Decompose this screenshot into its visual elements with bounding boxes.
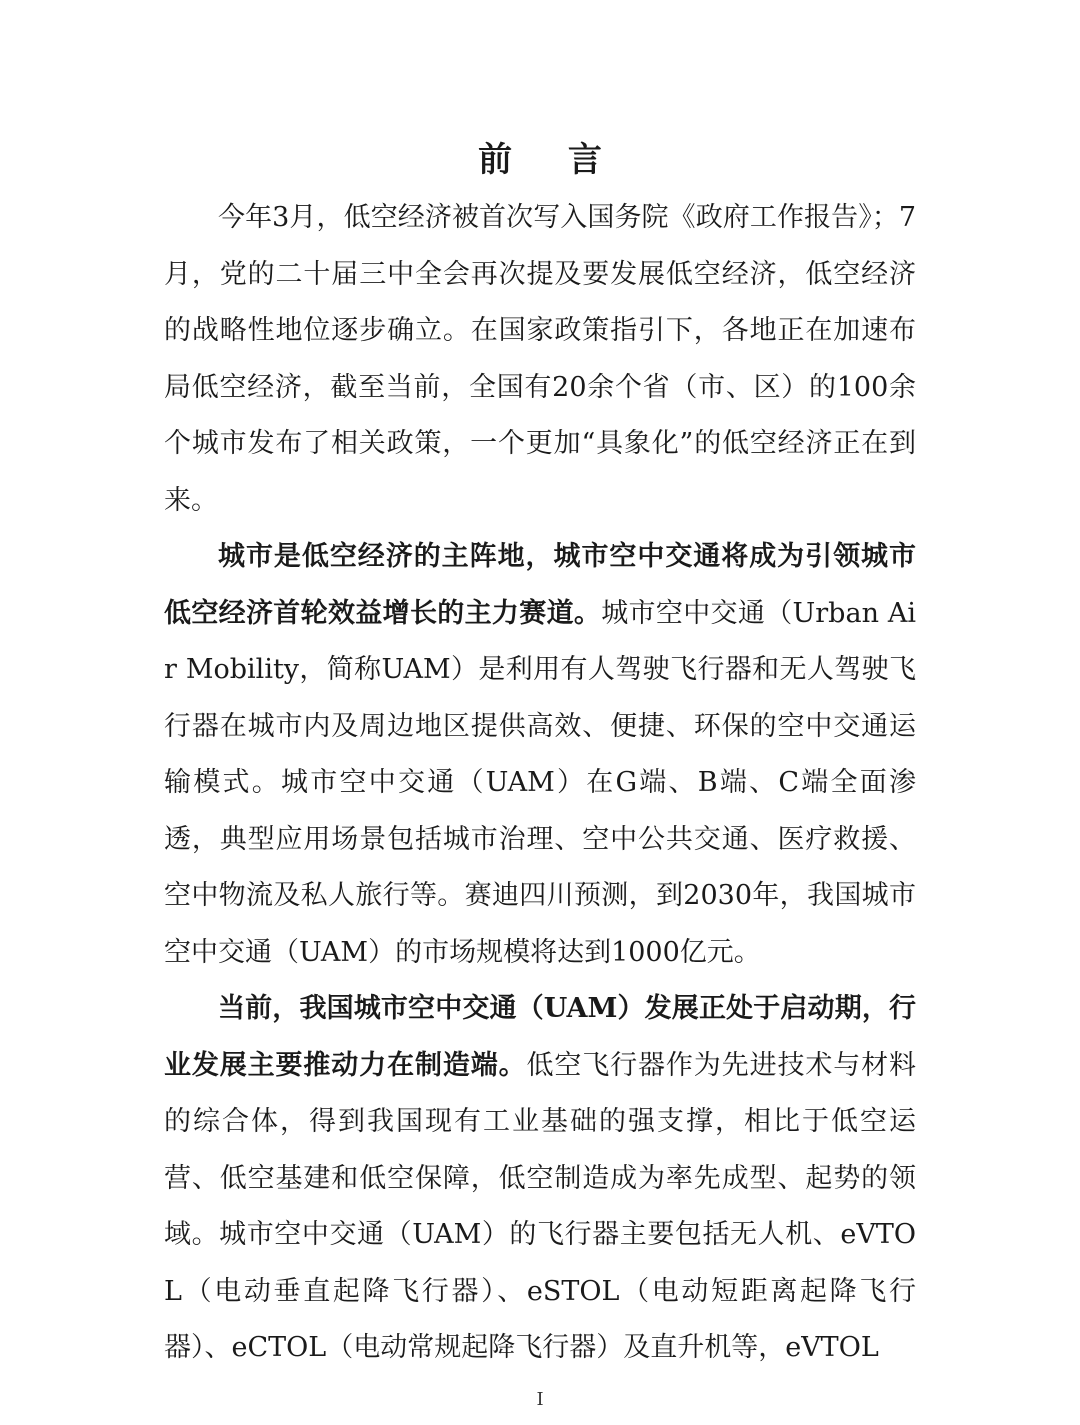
paragraph-2-text: 城市空中交通（Urban Air Mobility，简称UAM）是利用有人驾驶飞行器和无人驾驶飞行器在城市内及周边地区提供高效、便捷、环保的空中交通运输模式。城市空中交通（UAM）在G端、B端、C端全面渗透，典型应用场景包括城市治理、空中公共交通、医疗救援、空中物流及私人旅行等。赛迪四川预测，到2030年，我国城市空中交通（UAM）的市场规模将达到1000亿元。 bbox=[164, 597, 916, 968]
paragraph-3-text: 低空飞行器作为先进技术与材料的综合体，得到我国现有工业基础的强支撑，相比于低空运营、低空基建和低空保障，低空制造成为率先成型、起势的领域。城市空中交通（UAM）的飞行器主要包括无人机、eVTOL（电动垂直起降飞行器）、eSTOL（电动短距离起降飞行器）、eCTOL（电动常规起降飞行器）及直升机等，eVTOL bbox=[164, 1049, 916, 1363]
body-text bbox=[164, 190, 916, 1377]
paragraph-3 bbox=[164, 981, 916, 1377]
paragraph-2-lead: 城市是低空经济的主阵地，城市空中交通将成为引领城市低空经济首轮效益增长的主力赛道。 bbox=[164, 541, 916, 629]
page-number: I bbox=[536, 1389, 544, 1410]
paragraph-1 bbox=[164, 190, 916, 529]
paragraph-3-lead: 当前，我国城市空中交通（UAM）发展正处于启动期，行业发展主要推动力在制造端。 bbox=[164, 993, 916, 1081]
paragraph-2 bbox=[164, 529, 916, 981]
paragraph-1-text: 今年3月，低空经济被首次写入国务院《政府工作报告》；7月，党的二十届三中全会再次提及要发展低空经济，低空经济的战略性地位逐步确立。在国家政策指引下，各地正在加速布局低空经济，截至当前，全国有20余个省（市、区）的100余个城市发布了相关政策，一个更加“具象化”的低空经济正在到来。 bbox=[164, 202, 916, 516]
page-title: 前 言 bbox=[478, 140, 624, 180]
